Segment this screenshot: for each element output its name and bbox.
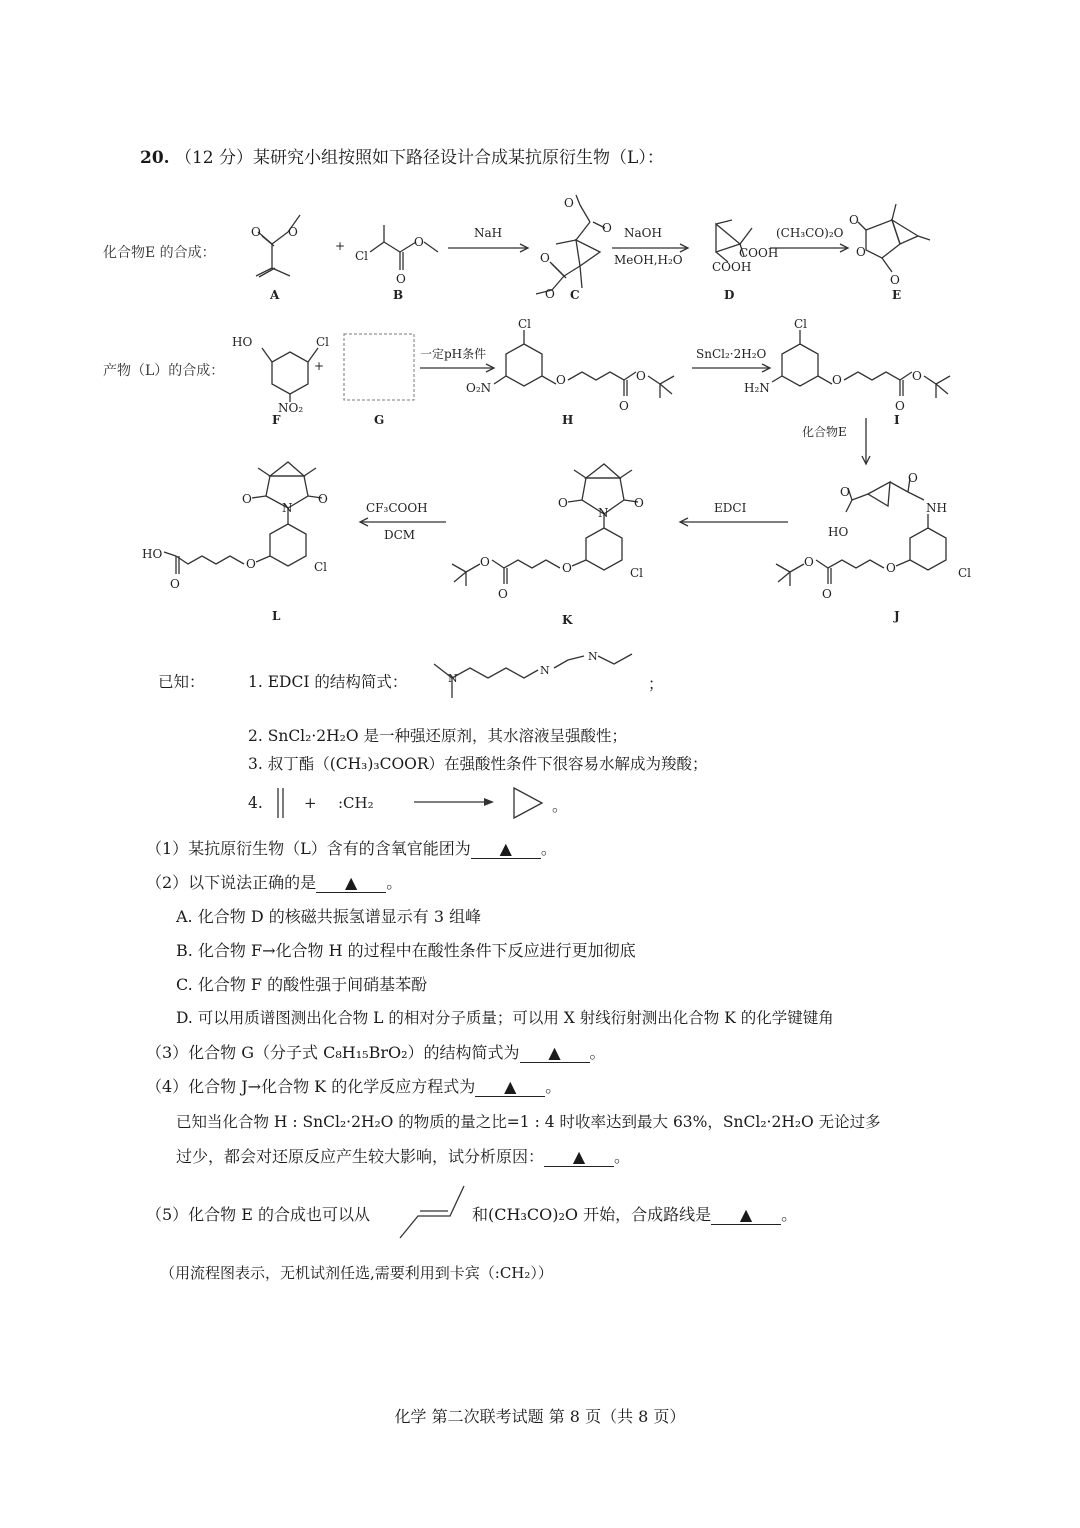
synthesis-scheme — [0, 0, 1080, 640]
atom-o: O — [822, 587, 832, 601]
atom-o: O — [498, 587, 508, 601]
compound-g-box — [344, 334, 414, 400]
structure-i — [744, 317, 950, 413]
atom-n: N — [448, 672, 458, 685]
option-a: A. 化合物 D 的核磁共振氢谱显示有 3 组峰 — [176, 907, 482, 926]
atom-n: N — [540, 664, 550, 677]
atom-ho: HO — [232, 335, 253, 349]
atom-cl: Cl — [518, 317, 532, 331]
atom-o: O — [856, 245, 866, 259]
option-d: D. 可以用质谱图测出化合物 L 的相对分子质量；可以用 X 射线衍射测出化合物 K 的化学键键角 — [176, 1009, 834, 1027]
atom-n: N — [588, 650, 598, 663]
structure-f — [232, 335, 329, 415]
label-k: K — [562, 613, 573, 627]
atom-o: O — [895, 399, 905, 413]
question-1 — [146, 836, 557, 859]
atom-ho: HO — [828, 525, 849, 539]
atom-cl: Cl — [316, 335, 330, 349]
atom-o: O — [849, 213, 859, 227]
atom-o: O — [562, 561, 572, 575]
question-2-text: （2）以下说法正确的是 — [146, 873, 317, 892]
atom-o: O — [480, 555, 490, 569]
atom-o: O — [832, 373, 842, 387]
atom-ho: HO — [142, 547, 163, 561]
known-item-4-num: 4. — [248, 794, 263, 812]
question-5-end: 。 — [781, 1205, 798, 1224]
label-i: I — [894, 413, 900, 427]
known-item-1: 1. EDCI 的结构简式： — [248, 673, 408, 691]
atom-nh: NH — [926, 501, 947, 515]
label-e: E — [892, 288, 902, 302]
answer-blank-5[interactable]: ▲ — [711, 1206, 781, 1225]
known-item-1-end: ； — [648, 675, 664, 693]
reagent-nah: NaH — [474, 226, 503, 240]
question-4 — [146, 1074, 561, 1097]
atom-o: O — [558, 496, 568, 510]
atom-cl: Cl — [314, 560, 328, 574]
structure-d — [712, 220, 778, 274]
question-4-extra-1: 已知当化合物 H : SnCl₂·2H₂O 的物质的量之比=1 : 4 时收率达到最大 63%，SnCl₂·2H₂O 无论过多 — [176, 1113, 881, 1131]
question-1-end: 。 — [540, 839, 557, 858]
atom-o2n: O₂N — [466, 381, 492, 395]
question-5-start: （5）化合物 E 的合成也可以从 — [146, 1205, 371, 1224]
question-score: （12 分） — [174, 148, 254, 168]
atom-o: O — [318, 492, 328, 506]
label-c: C — [570, 288, 580, 302]
structure-e — [849, 204, 930, 287]
atom-o: O — [540, 251, 550, 265]
label-h: H — [562, 413, 574, 427]
structure-k — [452, 464, 644, 601]
atom-o: O — [912, 369, 922, 383]
option-b: B. 化合物 F→化合物 H 的过程中在酸性条件下反应进行更加彻底 — [176, 941, 636, 960]
structure-j — [776, 471, 971, 601]
question-4-extra-end: 。 — [614, 1147, 631, 1166]
edci-structure — [428, 648, 648, 704]
atom-o: O — [619, 399, 629, 413]
question-4-extra-text: 过少，都会对还原反应产生较大影响，试分析原因： — [176, 1147, 545, 1166]
answer-blank-4b[interactable]: ▲ — [544, 1148, 614, 1167]
answer-blank-3[interactable]: ▲ — [520, 1044, 590, 1063]
label-d: D — [724, 288, 735, 302]
known-item-4-end: 。 — [552, 797, 568, 815]
carbene-text: :CH₂ — [338, 794, 374, 812]
butene-structure — [398, 1180, 468, 1242]
answer-blank-1[interactable]: ▲ — [471, 840, 541, 859]
atom-h2n: H₂N — [744, 381, 770, 395]
question-2-end: 。 — [386, 873, 403, 892]
atom-o: O — [246, 557, 256, 571]
atom-o: O — [564, 196, 574, 210]
option-c: C. 化合物 F 的酸性强于间硝基苯酚 — [176, 975, 428, 994]
reagent-ac2o: (CH₃CO)₂O — [776, 226, 844, 240]
atom-o: O — [908, 471, 918, 485]
question-5 — [472, 1202, 797, 1225]
question-5-note: （用流程图表示，无机试剂任选,需要利用到卡宾（:CH₂）） — [160, 1264, 553, 1282]
answer-blank-4[interactable]: ▲ — [475, 1078, 545, 1097]
plus-sign: + — [314, 359, 325, 373]
reagent-naoh: NaOH — [624, 226, 662, 240]
atom-o: O — [251, 225, 261, 239]
plus-sign: + — [304, 794, 317, 812]
row1-label: 化合物E 的合成： — [103, 245, 216, 261]
question-text: 某研究小组按照如下路径设计合成某抗原衍生物（L）： — [253, 148, 664, 168]
atom-o: O — [288, 225, 298, 239]
reagent-dcm: DCM — [384, 528, 416, 542]
question-4-extra-2 — [176, 1144, 630, 1167]
reagent-sncl2: SnCl₂·2H₂O — [696, 347, 767, 361]
label-g: G — [374, 413, 385, 427]
structure-a — [251, 215, 300, 277]
carbene-reaction — [270, 784, 560, 824]
atom-o: O — [396, 272, 406, 286]
plus-sign: + — [335, 239, 346, 253]
known-item-2: 2. SnCl₂·2H₂O 是一种强还原剂，其水溶液呈强酸性； — [248, 727, 628, 745]
atom-cooh: COOH — [712, 260, 752, 274]
atom-o: O — [170, 577, 180, 591]
atom-o: O — [890, 273, 900, 287]
atom-n: N — [598, 506, 609, 520]
atom-cl: Cl — [958, 566, 972, 580]
question-number: 20. — [140, 148, 170, 168]
atom-o: O — [634, 496, 644, 510]
structure-l — [142, 462, 328, 591]
question-5-text: 和(CH₃CO)₂O 开始，合成路线是 — [472, 1205, 712, 1224]
question-4-end: 。 — [545, 1077, 562, 1096]
question-3-end: 。 — [589, 1043, 606, 1062]
atom-no2: NO₂ — [278, 401, 304, 415]
atom-cl: Cl — [355, 249, 369, 263]
atom-cl: Cl — [630, 566, 644, 580]
reagent-edci: EDCI — [714, 501, 747, 515]
known-label: 已知： — [158, 673, 205, 691]
question-4-text: （4）化合物 J→化合物 K 的化学反应方程式为 — [146, 1077, 476, 1096]
atom-o: O — [556, 373, 566, 387]
atom-cl: Cl — [794, 317, 808, 331]
reagent-compe: 化合物E — [802, 425, 847, 439]
atom-o: O — [840, 485, 850, 499]
reagent-meoh: MeOH,H₂O — [614, 253, 683, 267]
question-3-text: （3）化合物 G（分子式 C₈H₁₅BrO₂）的结构简式为 — [146, 1043, 520, 1062]
atom-o: O — [886, 561, 896, 575]
atom-o: O — [602, 221, 612, 235]
atom-o: O — [636, 369, 646, 383]
reagent-tfa: CF₃COOH — [366, 501, 428, 515]
reagent-ph: 一定pH条件 — [420, 347, 487, 361]
label-f: F — [272, 413, 281, 427]
label-a: A — [270, 288, 280, 302]
page-footer: 化学 第二次联考试题 第 8 页（共 8 页） — [394, 1407, 686, 1426]
atom-cooh: COOH — [739, 246, 779, 260]
question-1-text: （1）某抗原衍生物（L）含有的含氧官能团为 — [146, 839, 471, 858]
row2-label: 产物（L）的合成： — [103, 363, 225, 379]
atom-n: N — [282, 501, 293, 515]
question-2 — [146, 870, 402, 893]
known-item-3: 3. 叔丁酯（(CH₃)₃COOR）在强酸性条件下很容易水解成为羧酸； — [248, 755, 708, 773]
answer-blank-2[interactable]: ▲ — [316, 874, 386, 893]
atom-o: O — [242, 492, 252, 506]
atom-o: O — [545, 287, 555, 301]
question-3 — [146, 1040, 606, 1063]
atom-o: O — [414, 235, 424, 249]
atom-o: O — [804, 555, 814, 569]
structure-c — [536, 195, 612, 301]
structure-b — [355, 225, 438, 286]
structure-h — [466, 317, 674, 413]
label-j: J — [894, 609, 900, 623]
label-b: B — [393, 288, 404, 302]
label-l: L — [272, 609, 281, 623]
